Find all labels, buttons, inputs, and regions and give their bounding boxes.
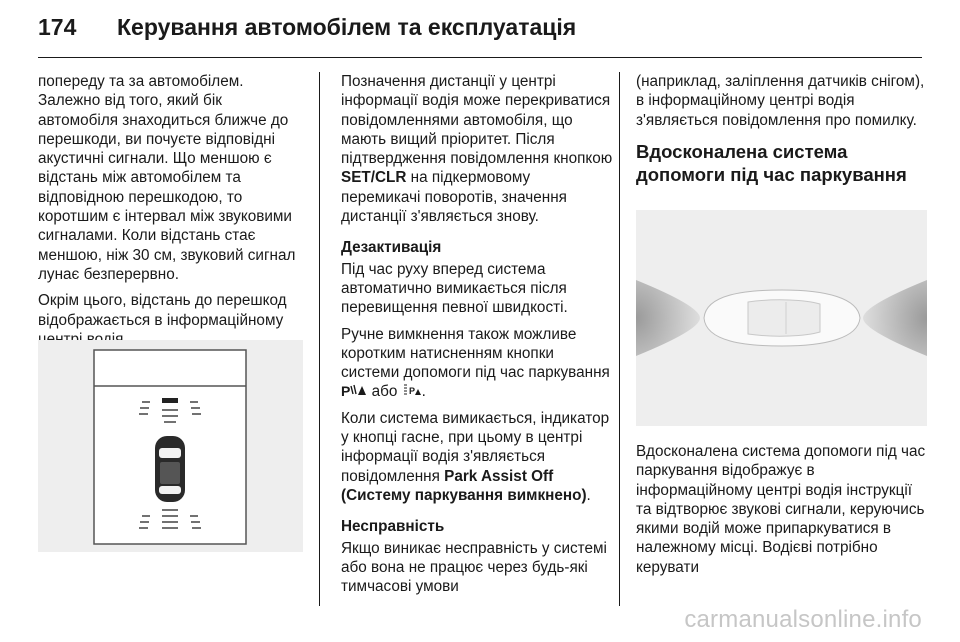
heading-malfunction: Несправність <box>341 518 445 536</box>
heading-deactivation: Дезактивація <box>341 239 442 257</box>
parking-display-illustration <box>38 340 303 552</box>
parking-assist-icon: P <box>341 382 367 401</box>
column-divider-2 <box>619 72 620 606</box>
car-top-view-icon <box>704 290 860 346</box>
column-2 <box>341 72 613 603</box>
car-icon <box>155 436 185 502</box>
paragraph: Під час руху вперед система автоматично вимикається після перевищення певної швидкості. <box>341 260 568 317</box>
paragraph: Коли система вимикається, індикатор у кнопці гасне, при цьому в центрі інформації водія з'являється повідомлення Park Assist Off (Систему паркування вимкнено). <box>341 409 610 504</box>
park-assist-off-message: Park Assist Off (Систему паркування вимкнено) <box>341 467 587 504</box>
column-3-continued <box>636 442 926 584</box>
column-1 <box>38 72 306 356</box>
paragraph: Позначення дистанції у центрі інформації водія може перекриватися повідомленнями автомобіля, що мають вищий пріоритет. Після підтвердження повідомлення кнопкою SET/CLR на підкермовому перемикачі поворотів, значення дистанції з'являється знову. <box>341 73 613 226</box>
paragraph: Якщо виникає несправність у системі або вона не працює через будь-які тимчасові умови <box>341 539 607 596</box>
paragraph: Ручне вимкнення також можливе коротким натисненням кнопки системи допомоги під час паркування P або P . <box>341 325 610 401</box>
page-header <box>38 14 920 48</box>
page-number: 174 <box>38 14 77 40</box>
header-divider <box>38 57 922 58</box>
set-clr-label: SET/CLR <box>341 169 407 187</box>
paragraph: Окрім цього, відстань до перешкод відображається в інформаційному <box>38 292 287 329</box>
watermark: carmanualsonline.info <box>684 606 922 633</box>
heading-advanced-park-assist: Вдосконалена система допомоги під час паркування <box>636 140 907 185</box>
advanced-park-assist-icon <box>402 383 422 400</box>
driver-info-display-figure <box>38 340 303 552</box>
column-3 <box>636 72 926 186</box>
paragraph: Вдосконалена система допомоги під час паркування відображує в інформаційному центрі водія інструкції та відтворює звукові сигнали, керуючись якими водій може припаркуватися в належному місці. Водієві потрібно керувати <box>636 443 926 576</box>
column-divider-1 <box>319 72 320 606</box>
svg-text:P: P <box>408 386 415 397</box>
car-sensor-illustration <box>636 210 927 426</box>
advanced-park-assist-figure <box>636 210 927 426</box>
page-title: Керування автомобілем та експлуатація <box>117 14 577 40</box>
paragraph: (наприклад, заліплення датчиків снігом), в інформаційному центрі водія з'являється повідомлення про помилку. <box>636 73 925 129</box>
paragraph: попереду та за автомобілем. Залежно від того, який бік автомобіля знаходиться ближче до перешкоди, ви почуєте відповідні акустичні сигнали. Що меншою є відстань між автомобілем та відповідною перешкодою, то коротшим є інтервал між звуковими сигналами. Коли відстань стає меншою, ніж 30 см, звуковий сигнал лунає безперервно. <box>38 73 296 283</box>
